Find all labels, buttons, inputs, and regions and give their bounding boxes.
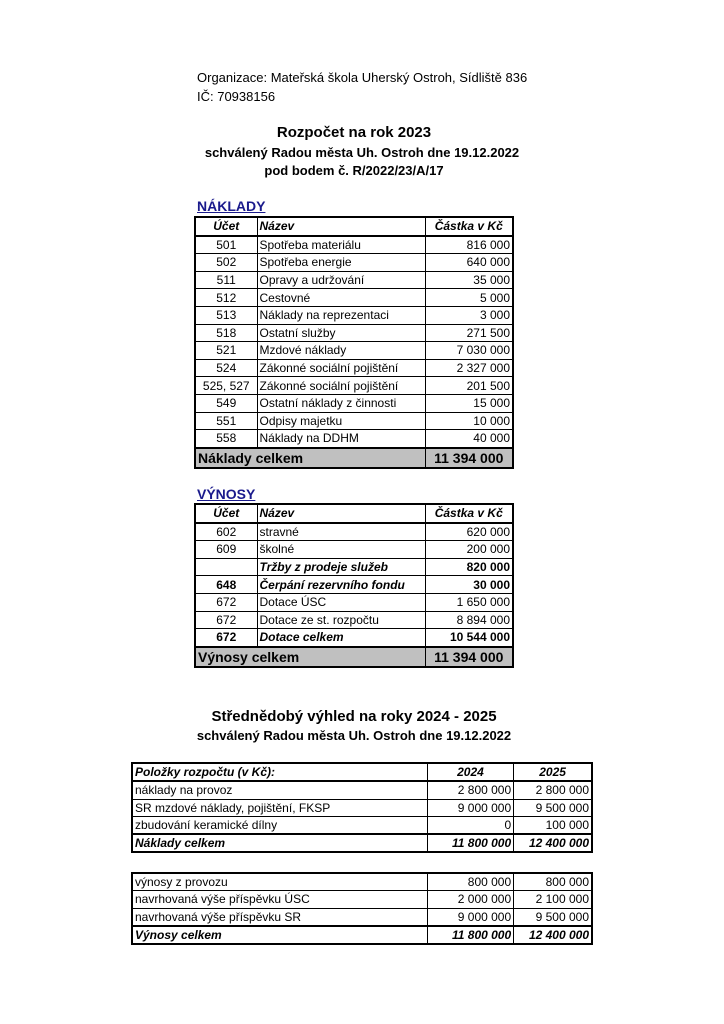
year-2025-cell: 100 000: [514, 816, 592, 834]
amount-cell: 7 030 000: [425, 342, 513, 360]
amount-cell: 271 500: [425, 324, 513, 342]
outlook-items-header: Položky rozpočtu (v Kč):: [132, 763, 427, 781]
item-name-cell: Dotace ÚSC: [257, 593, 425, 611]
item-name-cell: Tržby z prodeje služeb: [257, 558, 425, 576]
item-name-cell: školné: [257, 541, 425, 559]
account-cell: [195, 558, 257, 576]
table-row: [195, 523, 513, 541]
account-cell: 518: [195, 324, 257, 342]
outlook-revenues-table: [131, 872, 593, 945]
account-cell: 521: [195, 342, 257, 360]
table-row: [195, 412, 513, 430]
amount-cell: 3 000: [425, 306, 513, 324]
revenues-total-row: [195, 647, 513, 667]
table-row: [132, 891, 592, 908]
year-2025-header: 2025: [514, 763, 592, 781]
revenues-table: [194, 503, 514, 668]
year-2024-cell: 2 000 000: [427, 891, 513, 908]
table-row: [195, 254, 513, 272]
table-row: [195, 629, 513, 647]
costs-table: [194, 216, 514, 469]
item-name-cell: Čerpání rezervního fondu: [257, 576, 425, 594]
amount-header: Částka v Kč: [425, 504, 513, 523]
amount-cell: 5 000: [425, 289, 513, 307]
year-2024-cell: 9 000 000: [427, 908, 513, 926]
outlook-costs-total-2024: 11 800 000: [427, 834, 513, 852]
table-row: [195, 236, 513, 254]
account-cell: 513: [195, 306, 257, 324]
account-cell: 672: [195, 611, 257, 629]
table-row: [195, 324, 513, 342]
account-cell: 648: [195, 576, 257, 594]
organization-id: IČ: 70938156: [197, 89, 276, 104]
amount-cell: 10 000: [425, 412, 513, 430]
item-name-cell: Dotace ze st. rozpočtu: [257, 611, 425, 629]
revenues-header-row: [195, 504, 513, 523]
account-cell: 502: [195, 254, 257, 272]
costs-total-value: 11 394 000: [425, 448, 513, 468]
outlook-item-cell: navrhovaná výše příspěvku SR: [132, 908, 427, 926]
table-row: [195, 558, 513, 576]
revenues-heading: VÝNOSY: [197, 486, 256, 502]
item-name-cell: Zákonné sociální pojištění: [257, 377, 425, 395]
amount-cell: 640 000: [425, 254, 513, 272]
item-name-cell: Náklady na reprezentaci: [257, 306, 425, 324]
name-header: Název: [257, 217, 425, 236]
account-cell: 558: [195, 430, 257, 448]
year-2025-cell: 9 500 000: [514, 908, 592, 926]
amount-cell: 10 544 000: [425, 629, 513, 647]
amount-cell: 201 500: [425, 377, 513, 395]
table-row: [195, 306, 513, 324]
amount-cell: 620 000: [425, 523, 513, 541]
costs-total-label: Náklady celkem: [195, 448, 425, 468]
amount-cell: 30 000: [425, 576, 513, 594]
year-2024-cell: 0: [427, 816, 513, 834]
item-name-cell: Odpisy majetku: [257, 412, 425, 430]
budget-title: Rozpočet na rok 2023: [276, 124, 432, 141]
account-cell: 525, 527: [195, 377, 257, 395]
year-2024-cell: 800 000: [427, 873, 513, 891]
item-name-cell: stravné: [257, 523, 425, 541]
account-cell: 511: [195, 271, 257, 289]
year-2025-cell: 2 100 000: [514, 891, 592, 908]
account-header: Účet: [195, 504, 257, 523]
year-2024-cell: 9 000 000: [427, 799, 513, 816]
outlook-costs-total-2025: 12 400 000: [514, 834, 592, 852]
amount-cell: 820 000: [425, 558, 513, 576]
table-row: [195, 541, 513, 559]
table-row: [195, 576, 513, 594]
outlook-costs-total-label: Náklady celkem: [132, 834, 427, 852]
account-cell: 501: [195, 236, 257, 254]
outlook-header-row: [132, 763, 592, 781]
outlook-costs-table: [131, 762, 593, 853]
account-header: Účet: [195, 217, 257, 236]
outlook-item-cell: zbudování keramické dílny: [132, 816, 427, 834]
table-row: [195, 377, 513, 395]
account-cell: 602: [195, 523, 257, 541]
account-cell: 549: [195, 394, 257, 412]
amount-cell: 40 000: [425, 430, 513, 448]
account-cell: 609: [195, 541, 257, 559]
item-name-cell: Cestovné: [257, 289, 425, 307]
amount-cell: 15 000: [425, 394, 513, 412]
amount-cell: 200 000: [425, 541, 513, 559]
table-row: [132, 799, 592, 816]
item-name-cell: Spotřeba materiálu: [257, 236, 425, 254]
budget-resolution: pod bodem č. R/2022/23/A/17: [264, 163, 444, 178]
account-cell: 512: [195, 289, 257, 307]
table-row: [195, 593, 513, 611]
year-2024-header: 2024: [427, 763, 513, 781]
table-row: [195, 359, 513, 377]
amount-cell: 2 327 000: [425, 359, 513, 377]
outlook-item-cell: výnosy z provozu: [132, 873, 427, 891]
item-name-cell: Spotřeba energie: [257, 254, 425, 272]
costs-header-row: [195, 217, 513, 236]
revenues-total-label: Výnosy celkem: [195, 647, 425, 667]
organization-name: Organizace: Mateřská škola Uherský Ostroh, Sídliště 836: [197, 70, 528, 85]
outlook-title: Střednědobý výhled na roky 2024 - 2025: [211, 708, 497, 725]
outlook-approval: schválený Radou města Uh. Ostroh dne 19.12.2022: [196, 728, 512, 743]
table-row: [195, 394, 513, 412]
item-name-cell: Mzdové náklady: [257, 342, 425, 360]
item-name-cell: Opravy a udržování: [257, 271, 425, 289]
table-row: [195, 430, 513, 448]
table-row: [132, 816, 592, 834]
outlook-item-cell: náklady na provoz: [132, 781, 427, 799]
amount-cell: 8 894 000: [425, 611, 513, 629]
amount-cell: 1 650 000: [425, 593, 513, 611]
account-cell: 551: [195, 412, 257, 430]
item-name-cell: Ostatní služby: [257, 324, 425, 342]
year-2024-cell: 2 800 000: [427, 781, 513, 799]
outlook-revenues-total-row: [132, 926, 592, 944]
outlook-revenues-total-2025: 12 400 000: [514, 926, 592, 944]
outlook-costs-total-row: [132, 834, 592, 852]
costs-heading: NÁKLADY: [197, 198, 266, 214]
table-row: [132, 781, 592, 799]
item-name-cell: Zákonné sociální pojištění: [257, 359, 425, 377]
amount-cell: 35 000: [425, 271, 513, 289]
outlook-revenues-total-label: Výnosy celkem: [132, 926, 427, 944]
item-name-cell: Dotace celkem: [257, 629, 425, 647]
table-row: [195, 289, 513, 307]
year-2025-cell: 800 000: [514, 873, 592, 891]
account-cell: 672: [195, 629, 257, 647]
year-2025-cell: 2 800 000: [514, 781, 592, 799]
name-header: Název: [257, 504, 425, 523]
costs-total-row: [195, 448, 513, 468]
revenues-total-value: 11 394 000: [425, 647, 513, 667]
outlook-item-cell: navrhovaná výše příspěvku ÚSC: [132, 891, 427, 908]
outlook-item-cell: SR mzdové náklady, pojištění, FKSP: [132, 799, 427, 816]
table-row: [195, 342, 513, 360]
table-row: [195, 271, 513, 289]
amount-cell: 816 000: [425, 236, 513, 254]
table-row: [195, 611, 513, 629]
table-row: [132, 873, 592, 891]
outlook-revenues-total-2024: 11 800 000: [427, 926, 513, 944]
item-name-cell: Ostatní náklady z činnosti: [257, 394, 425, 412]
amount-header: Částka v Kč: [425, 217, 513, 236]
account-cell: 524: [195, 359, 257, 377]
year-2025-cell: 9 500 000: [514, 799, 592, 816]
budget-approval: schválený Radou města Uh. Ostroh dne 19.12.2022: [204, 145, 520, 160]
table-row: [132, 908, 592, 926]
account-cell: 672: [195, 593, 257, 611]
item-name-cell: Náklady na DDHM: [257, 430, 425, 448]
